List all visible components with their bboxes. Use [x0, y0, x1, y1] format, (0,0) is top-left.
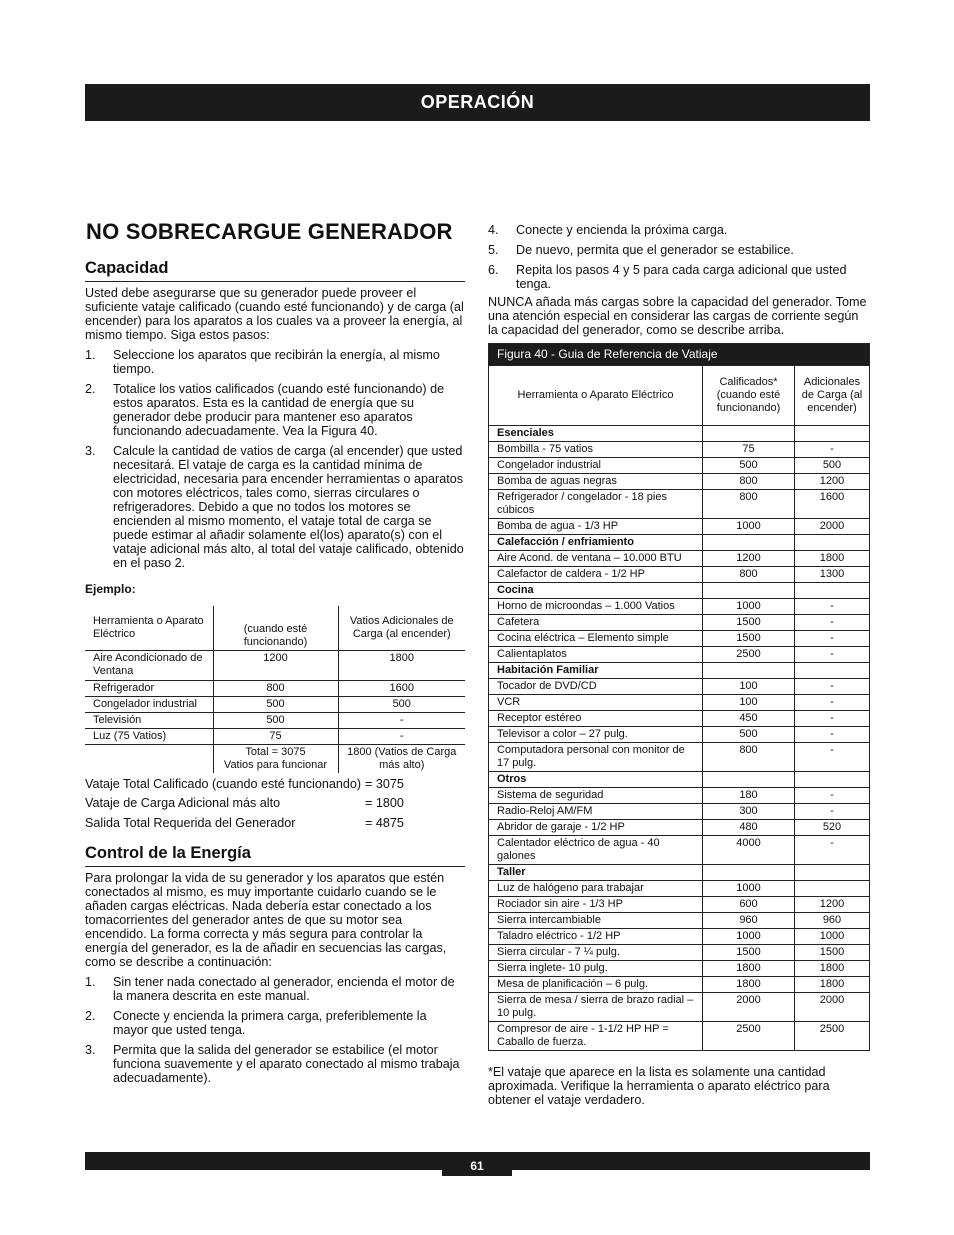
ref-cell [795, 426, 870, 442]
example-row: Televisión 500 - [85, 712, 465, 728]
page-title: NO SOBRECARGUE GENERADOR [86, 219, 453, 244]
example-header-row [85, 606, 465, 650]
ref-cell: 500 [795, 458, 870, 474]
ref-cell [703, 535, 795, 551]
ref-cell: Bombilla - 75 vatios [489, 442, 703, 458]
continued-steps [488, 223, 870, 291]
ref-cell [703, 583, 795, 599]
energy-steps [85, 975, 465, 1085]
ref-table-row [489, 977, 870, 993]
ref-table-row [489, 599, 870, 615]
energy-heading: Control de la Energía [85, 843, 465, 867]
energy-section [85, 843, 465, 1085]
ref-cell: 1800 [795, 961, 870, 977]
ref-cell: 2500 [703, 647, 795, 663]
ref-cell: Otros [489, 772, 703, 788]
example-header-cell: (cuando esté funcionando) [213, 606, 338, 650]
ref-table-title: Figura 40 - Guia de Referencia de Vatiaje [489, 344, 870, 366]
ref-cell: 1600 [795, 490, 870, 519]
step-5: 5. De nuevo, permita que el generador se estabilice. [488, 243, 794, 257]
section-header: OPERACIÓN [85, 84, 870, 121]
ref-cell: Computadora personal con monitor de 17 pulg. [489, 743, 703, 772]
ref-cell: - [795, 836, 870, 865]
example-row: Aire Acondicionado de Ventana 1200 1800 [85, 650, 465, 680]
energy-intro: Para prolongar la vida de su generador y los aparatos que estén conectados al mismo, es muy importante cuidarlo cuando se le añaden cargas eléctricas. Nada debería estar conectado a los tomacorrientes del generador antes de que su motor sea encendido. La forma correcta y más segura para controlar la energía del generador, es la de añadir en secuencias las cargas, como se describe a continuación: [85, 871, 447, 969]
ref-table-row [489, 679, 870, 695]
example-table [85, 606, 465, 773]
ref-cell: Esenciales [489, 426, 703, 442]
ref-cell: Congelador industrial [489, 458, 703, 474]
page-number: 61 [442, 1152, 512, 1176]
ref-category-row [489, 663, 870, 679]
ref-cell [795, 881, 870, 897]
ref-cell: Refrigerador / congelador - 18 pies cúbicos [489, 490, 703, 519]
ref-cell: - [795, 743, 870, 772]
ref-table-row [489, 743, 870, 772]
ref-cell: 1000 [703, 519, 795, 535]
step-4: 4. Conecte y encienda la próxima carga. [488, 223, 728, 237]
capacity-intro: Usted debe asegurarse que su generador puede proveer el suficiente vataje calificado (cuando esté funcionando) y de carga (al encender) para los aparatos a los cuales va a proveer la energía, al mismo tiempo. Siga estos pasos: [85, 286, 464, 342]
ref-cell: 1200 [795, 474, 870, 490]
ref-cell: Abridor de garaje - 1/2 HP [489, 820, 703, 836]
example-summary [85, 775, 465, 834]
ref-table-row [489, 519, 870, 535]
ref-cell: 100 [703, 679, 795, 695]
ref-table-header-row [489, 366, 870, 426]
ref-cell: 480 [703, 820, 795, 836]
never-overload-note: NUNCA añada más cargas sobre la capacidad del generador. Tome una atención especial en considerar las cargas de corriente según la capacidad del generador, como se describe arriba. [488, 295, 867, 337]
ref-cell: 1500 [703, 945, 795, 961]
ref-cell: Bomba de aguas negras [489, 474, 703, 490]
ref-table-row [489, 631, 870, 647]
ref-cell: 100 [703, 695, 795, 711]
ref-cell: 500 [703, 458, 795, 474]
ref-cell: 2500 [795, 1022, 870, 1051]
ref-cell [795, 663, 870, 679]
ref-category-row [489, 772, 870, 788]
summary-line: Vataje de Carga Adicional más alto = 1800 [85, 796, 404, 810]
ref-table-row [489, 567, 870, 583]
example-label: Ejemplo: [85, 582, 136, 596]
capacity-steps [85, 348, 465, 570]
ref-table-row [489, 929, 870, 945]
ref-cell: 2000 [703, 993, 795, 1022]
ref-cell: - [795, 615, 870, 631]
ref-cell: Sistema de seguridad [489, 788, 703, 804]
step-6: 6. Repita los pasos 4 y 5 para cada carga adicional que usted tenga. [488, 263, 847, 291]
ref-cell: 1000 [795, 929, 870, 945]
ref-cell [703, 865, 795, 881]
ref-cell: Rociador sin aire - 1/3 HP [489, 897, 703, 913]
ref-cell: 1300 [795, 567, 870, 583]
ref-table-row [489, 458, 870, 474]
ref-cell: - [795, 788, 870, 804]
ref-cell: 1800 [795, 977, 870, 993]
ref-cell: Compresor de aire - 1-1/2 HP HP = Caballo de fuerza. [489, 1022, 703, 1051]
ref-table-row [489, 615, 870, 631]
ref-cell: 1500 [703, 615, 795, 631]
ref-cell: - [795, 442, 870, 458]
ref-header-cell: Adicionales de Carga (al encender) [795, 366, 870, 426]
ref-cell: 800 [703, 490, 795, 519]
ref-cell [703, 426, 795, 442]
ref-table-row [489, 727, 870, 743]
ref-cell: Calefacción / enfriamiento [489, 535, 703, 551]
ref-cell [795, 865, 870, 881]
ref-table-row [489, 551, 870, 567]
ref-cell [703, 772, 795, 788]
summary-line: Salida Total Requerida del Generador = 4875 [85, 815, 404, 830]
ref-cell: Calefactor de caldera - 1/2 HP [489, 567, 703, 583]
ref-table-row [489, 961, 870, 977]
ref-cell: - [795, 647, 870, 663]
example-header-cell: Herramienta o Aparato Eléctrico [85, 606, 213, 650]
ref-cell: 800 [703, 743, 795, 772]
ref-cell: Taller [489, 865, 703, 881]
ref-cell: - [795, 711, 870, 727]
example-row: Congelador industrial 500 500 [85, 696, 465, 712]
ref-cell: Aire Acond. de ventana – 10.000 BTU [489, 551, 703, 567]
ref-cell: 1000 [703, 929, 795, 945]
ref-header-cell: Calificados* (cuando esté funcionando) [703, 366, 795, 426]
ref-table-row [489, 647, 870, 663]
ref-table-row [489, 804, 870, 820]
ref-category-row [489, 426, 870, 442]
capacity-step-2: 2. Totalice los vatios calificados (cuando esté funcionando) de estos aparatos. Esta es la cantidad de energía que su generador debe producir para mantener eso aparatos funcionando adecuadamente. Vea la Figura 40. [85, 382, 445, 438]
ref-cell: 960 [703, 913, 795, 929]
ref-cell: Mesa de planificación – 6 pulg. [489, 977, 703, 993]
ref-cell: Cocina [489, 583, 703, 599]
ref-cell: - [795, 804, 870, 820]
ref-cell: Cocina eléctrica – Elemento simple [489, 631, 703, 647]
ref-cell: 1800 [795, 551, 870, 567]
ref-table-row [489, 913, 870, 929]
ref-cell: - [795, 679, 870, 695]
ref-category-row [489, 583, 870, 599]
ref-table-row [489, 1022, 870, 1051]
total-running-sub: Vatios para funcionar [223, 758, 328, 771]
ref-cell: Calentador eléctrico de agua - 40 galones [489, 836, 703, 865]
ref-cell: Horno de microondas – 1.000 Vatios [489, 599, 703, 615]
ref-table-row [489, 945, 870, 961]
ref-cell: 1200 [795, 897, 870, 913]
ref-table-row [489, 442, 870, 458]
summary-line: Vataje Total Calificado (cuando esté funcionando) = 3075 [85, 776, 404, 791]
right-column [488, 223, 870, 1107]
ref-cell: Sierra inglete- 10 pulg. [489, 961, 703, 977]
left-column [85, 258, 465, 1091]
ref-cell: Sierra intercambiable [489, 913, 703, 929]
ref-cell: Televisor a color – 27 pulg. [489, 727, 703, 743]
ref-cell: - [795, 631, 870, 647]
ref-table-row [489, 490, 870, 519]
ref-table-row [489, 474, 870, 490]
ref-cell: Habitación Familiar [489, 663, 703, 679]
ref-cell: Cafetera [489, 615, 703, 631]
ref-cell: 800 [703, 474, 795, 490]
total-running: Total = 3075 [245, 745, 306, 758]
energy-step-1: 1. Sin tener nada conectado al generador, encienda el motor de la manera descrita en este manual. [85, 975, 455, 1003]
total-surge: 1800 (Vatios de Carga más alto) [338, 744, 465, 773]
ref-table-row [489, 695, 870, 711]
wattage-footnote: *El vataje que aparece en la lista es solamente una cantidad aproximada. Verifique la herramienta o aparato eléctrico para obtener el vataje verdadero. [488, 1065, 830, 1107]
example-row: Luz (75 Vatios) 75 - [85, 728, 465, 744]
ref-table-row [489, 820, 870, 836]
ref-cell: 600 [703, 897, 795, 913]
example-header-cell: Vatios Adicionales de Carga (al encender) [338, 606, 465, 650]
wattage-reference-table [488, 343, 870, 1051]
ref-category-row [489, 865, 870, 881]
example-row: Refrigerador 800 1600 [85, 680, 465, 696]
example-total-row [85, 744, 465, 773]
ref-cell: 2000 [795, 993, 870, 1022]
ref-table-row [489, 711, 870, 727]
ref-cell: Calientaplatos [489, 647, 703, 663]
ref-cell: 960 [795, 913, 870, 929]
ref-cell: Taladro eléctrico - 1/2 HP [489, 929, 703, 945]
ref-cell: 520 [795, 820, 870, 836]
ref-cell: 1800 [703, 977, 795, 993]
ref-cell: 800 [703, 567, 795, 583]
ref-cell: 4000 [703, 836, 795, 865]
ref-cell: - [795, 599, 870, 615]
ref-category-row [489, 535, 870, 551]
ref-cell: 1500 [795, 945, 870, 961]
ref-table-row [489, 836, 870, 865]
ref-cell [795, 583, 870, 599]
ref-cell: 75 [703, 442, 795, 458]
ref-table-title-row [489, 344, 870, 366]
ref-cell: 1800 [703, 961, 795, 977]
ref-cell: VCR [489, 695, 703, 711]
ref-cell: Tocador de DVD/CD [489, 679, 703, 695]
ref-cell: Radio-Reloj AM/FM [489, 804, 703, 820]
ref-cell: 1200 [703, 551, 795, 567]
ref-cell: 1000 [703, 881, 795, 897]
ref-table-row [489, 993, 870, 1022]
ref-cell [795, 535, 870, 551]
ref-cell [795, 772, 870, 788]
ref-cell: Receptor estéreo [489, 711, 703, 727]
energy-step-2: 2. Conecte y encienda la primera carga, preferiblemente la mayor que usted tenga. [85, 1009, 427, 1037]
ref-cell: 450 [703, 711, 795, 727]
ref-table-row [489, 897, 870, 913]
capacity-step-3: 3. Calcule la cantidad de vatios de carga (al encender) que usted necesitará. El vataje de carga es la cantidad mínima de electricidad, necesaria para encender herramientas o aparatos con motores eléctricos, tales como, sierras circulares o refrigeradores. Debido a que no todos los motores se encienden al mismo momento, el vataje total de carga se puede estimar al añadir solamente el(los) aparato(s) con el vataje adicional más alto, al total del vataje calificado, obtenido en el paso 2. [85, 444, 464, 570]
ref-cell: Bomba de agua - 1/3 HP [489, 519, 703, 535]
ref-cell: Sierra de mesa / sierra de brazo radial – 10 pulg. [489, 993, 703, 1022]
ref-cell: - [795, 727, 870, 743]
ref-cell: Luz de halógeno para trabajar [489, 881, 703, 897]
ref-cell: Sierra circular - 7 ¼ pulg. [489, 945, 703, 961]
ref-cell: 180 [703, 788, 795, 804]
ref-cell: 1000 [703, 599, 795, 615]
ref-cell: 2000 [795, 519, 870, 535]
ref-cell: 2500 [703, 1022, 795, 1051]
ref-cell [703, 663, 795, 679]
ref-cell: 500 [703, 727, 795, 743]
capacity-heading: Capacidad [85, 258, 465, 282]
ref-cell: 1500 [703, 631, 795, 647]
ref-header-cell: Herramienta o Aparato Eléctrico [489, 366, 703, 426]
ref-table-row [489, 788, 870, 804]
ref-cell: 300 [703, 804, 795, 820]
capacity-step-1: 1. Seleccione los aparatos que recibirán la energía, al mismo tiempo. [85, 348, 440, 376]
ref-table-row [489, 881, 870, 897]
energy-step-3: 3. Permita que la salida del generador se estabilice (el motor funciona suavemente y el aparato conectado al mismo trabaja adecuadamente). [85, 1043, 460, 1085]
ref-cell: - [795, 695, 870, 711]
